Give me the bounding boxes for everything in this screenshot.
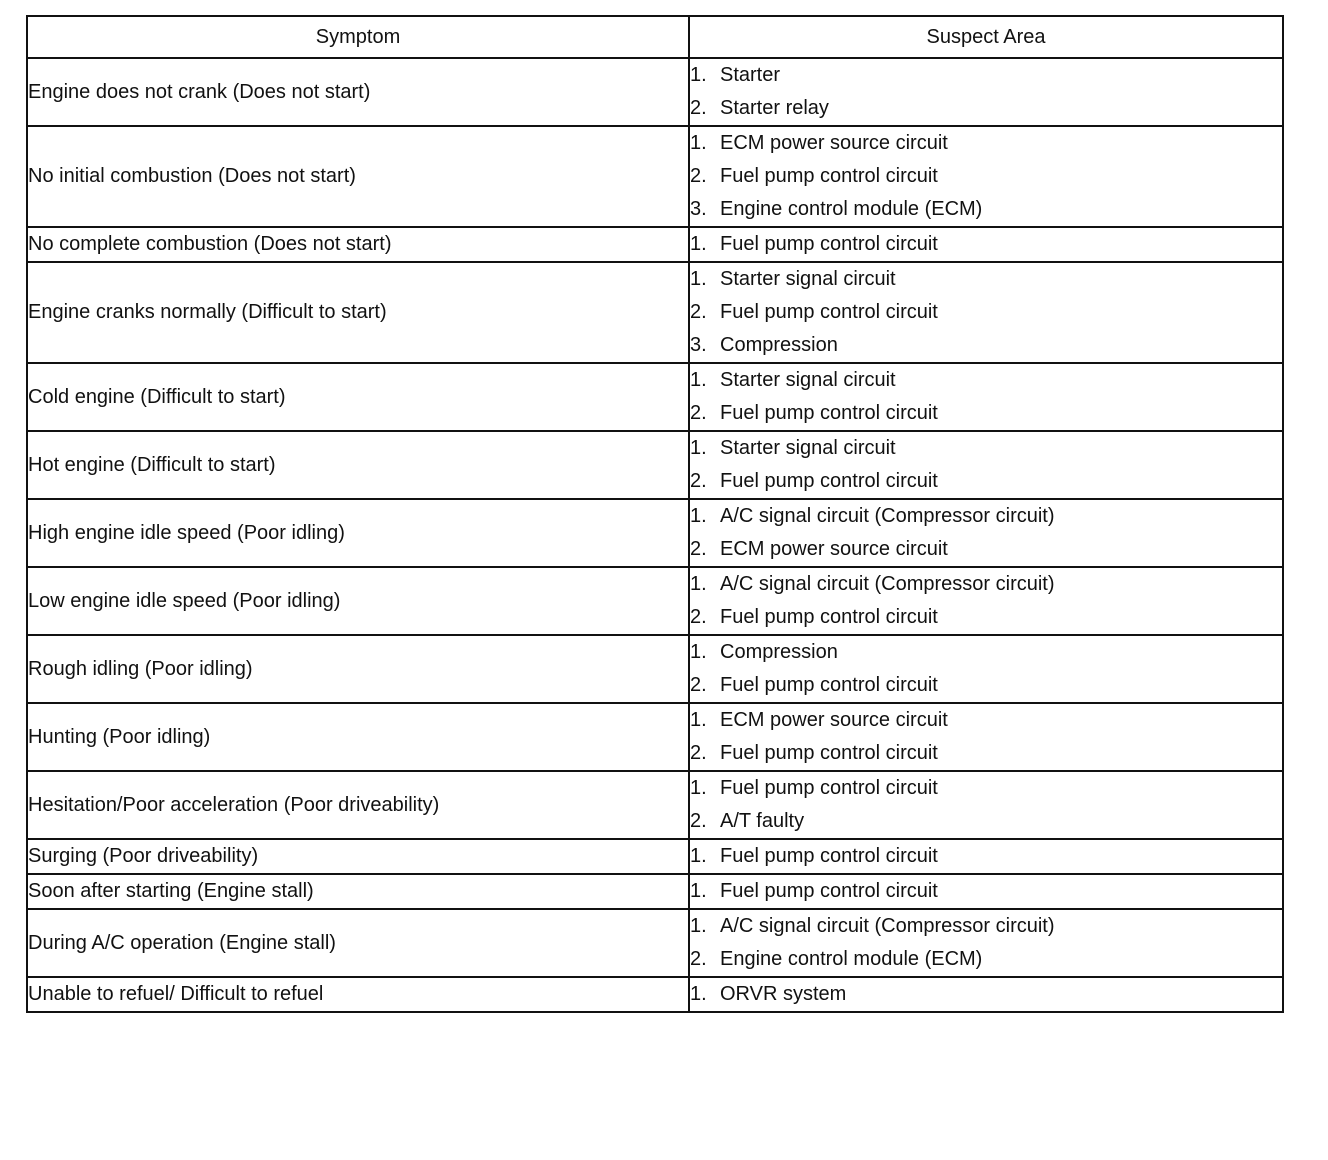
suspect-area-cell [689,635,1283,703]
header-row [27,16,1283,58]
symptom-cell: Rough idling (Poor idling) [27,635,689,703]
item-number: 2. [690,810,707,832]
table-row [27,977,1283,1012]
table-row [27,874,1283,909]
suspect-area-cell [689,58,1283,126]
suspect-area-item [690,263,1282,296]
symptom-column-header: Symptom [27,16,689,58]
item-number: 1. [690,641,707,663]
symptom-cell: Hot engine (Difficult to start) [27,431,689,499]
suspect-area-cell [689,567,1283,635]
item-text: Starter [720,64,781,86]
suspect-area-item [690,910,1282,943]
item-text: ECM power source circuit [720,538,948,560]
table-row [27,703,1283,771]
item-text: ORVR system [720,983,847,1005]
table-row [27,227,1283,262]
suspect-area-item [690,160,1282,193]
item-number: 3. [690,334,707,356]
item-text: Fuel pump control circuit [720,233,938,255]
symptom-cell: Surging (Poor driveability) [27,839,689,874]
table-row [27,635,1283,703]
item-number: 2. [690,97,707,119]
item-number: 2. [690,538,707,560]
item-number: 2. [690,301,707,323]
item-number: 1. [690,64,707,86]
table-row [27,567,1283,635]
suspect-area-item [690,636,1282,669]
suspect-area-item [690,500,1282,533]
item-text: Starter signal circuit [720,437,896,459]
symptom-cell: Low engine idle speed (Poor idling) [27,567,689,635]
suspect-area-item [690,704,1282,737]
suspect-area-item [690,59,1282,92]
symptom-cell: Hunting (Poor idling) [27,703,689,771]
symptom-cell: No complete combustion (Does not start) [27,227,689,262]
item-number: 1. [690,573,707,595]
item-number: 1. [690,845,707,867]
suspect-area-item [690,568,1282,601]
table-row [27,499,1283,567]
suspect-area-item [690,601,1282,634]
item-number: 1. [690,777,707,799]
table-row [27,909,1283,977]
item-text: Fuel pump control circuit [720,470,938,492]
item-number: 2. [690,674,707,696]
suspect-area-item [690,840,1282,873]
item-text: Fuel pump control circuit [720,402,938,424]
item-number: 2. [690,606,707,628]
item-number: 1. [690,132,707,154]
suspect-area-item [690,364,1282,397]
item-text: ECM power source circuit [720,709,948,731]
suspect-area-cell [689,363,1283,431]
suspect-area-cell [689,499,1283,567]
table-row [27,839,1283,874]
item-text: Fuel pump control circuit [720,845,938,867]
item-number: 3. [690,198,707,220]
symptom-cell: During A/C operation (Engine stall) [27,909,689,977]
item-text: A/C signal circuit (Compressor circuit) [720,505,1055,527]
suspect-area-item [690,92,1282,125]
suspect-area-cell [689,262,1283,363]
suspect-area-item [690,465,1282,498]
suspect-area-item [690,432,1282,465]
item-text: Fuel pump control circuit [720,674,938,696]
item-text: Fuel pump control circuit [720,606,938,628]
item-text: ECM power source circuit [720,132,948,154]
item-number: 1. [690,915,707,937]
problem-symptoms-table [26,15,1284,1013]
item-number: 1. [690,709,707,731]
item-text: Starter signal circuit [720,268,896,290]
suspect-area-cell [689,703,1283,771]
item-text: Starter relay [720,97,829,119]
symptom-cell: No initial combustion (Does not start) [27,126,689,227]
suspect-area-column-header: Suspect Area [689,16,1283,58]
item-text: Fuel pump control circuit [720,742,938,764]
suspect-area-item [690,533,1282,566]
suspect-area-cell [689,977,1283,1012]
suspect-area-cell [689,771,1283,839]
symptom-cell: Unable to refuel/ Difficult to refuel [27,977,689,1012]
symptom-cell: Engine does not crank (Does not start) [27,58,689,126]
item-text: Compression [720,641,838,663]
table-row [27,126,1283,227]
symptom-cell: Engine cranks normally (Difficult to start) [27,262,689,363]
item-text: A/C signal circuit (Compressor circuit) [720,573,1055,595]
suspect-area-item [690,978,1282,1011]
suspect-area-cell [689,227,1283,262]
suspect-area-item [690,228,1282,261]
suspect-area-item [690,772,1282,805]
suspect-area-item [690,329,1282,362]
suspect-area-cell [689,874,1283,909]
symptom-cell: High engine idle speed (Poor idling) [27,499,689,567]
item-number: 1. [690,268,707,290]
item-text: Compression [720,334,838,356]
suspect-area-item [690,397,1282,430]
item-number: 1. [690,880,707,902]
item-number: 1. [690,437,707,459]
symptom-cell: Hesitation/Poor acceleration (Poor driveability) [27,771,689,839]
table-row [27,363,1283,431]
suspect-area-cell [689,839,1283,874]
suspect-area-item [690,943,1282,976]
suspect-area-item [690,875,1282,908]
item-text: Fuel pump control circuit [720,777,938,799]
suspect-area-item [690,805,1282,838]
suspect-area-cell [689,431,1283,499]
symptom-cell: Soon after starting (Engine stall) [27,874,689,909]
suspect-area-item [690,669,1282,702]
symptom-cell: Cold engine (Difficult to start) [27,363,689,431]
suspect-area-item [690,737,1282,770]
suspect-area-item [690,127,1282,160]
suspect-area-cell [689,909,1283,977]
item-text: Fuel pump control circuit [720,165,938,187]
item-number: 1. [690,369,707,391]
item-number: 2. [690,742,707,764]
item-text: Engine control module (ECM) [720,198,983,220]
item-number: 2. [690,165,707,187]
item-text: A/C signal circuit (Compressor circuit) [720,915,1055,937]
item-number: 1. [690,233,707,255]
suspect-area-item [690,193,1282,226]
item-number: 2. [690,470,707,492]
table-row [27,58,1283,126]
item-text: Starter signal circuit [720,369,896,391]
item-text: Fuel pump control circuit [720,301,938,323]
item-number: 1. [690,505,707,527]
table-row [27,431,1283,499]
suspect-area-cell [689,126,1283,227]
table-row [27,262,1283,363]
item-number: 2. [690,948,707,970]
suspect-area-item [690,296,1282,329]
item-number: 2. [690,402,707,424]
item-text: Engine control module (ECM) [720,948,983,970]
table-row [27,771,1283,839]
item-text: Fuel pump control circuit [720,880,938,902]
item-number: 1. [690,983,707,1005]
item-text: A/T faulty [720,810,805,832]
table-body [27,58,1283,1012]
